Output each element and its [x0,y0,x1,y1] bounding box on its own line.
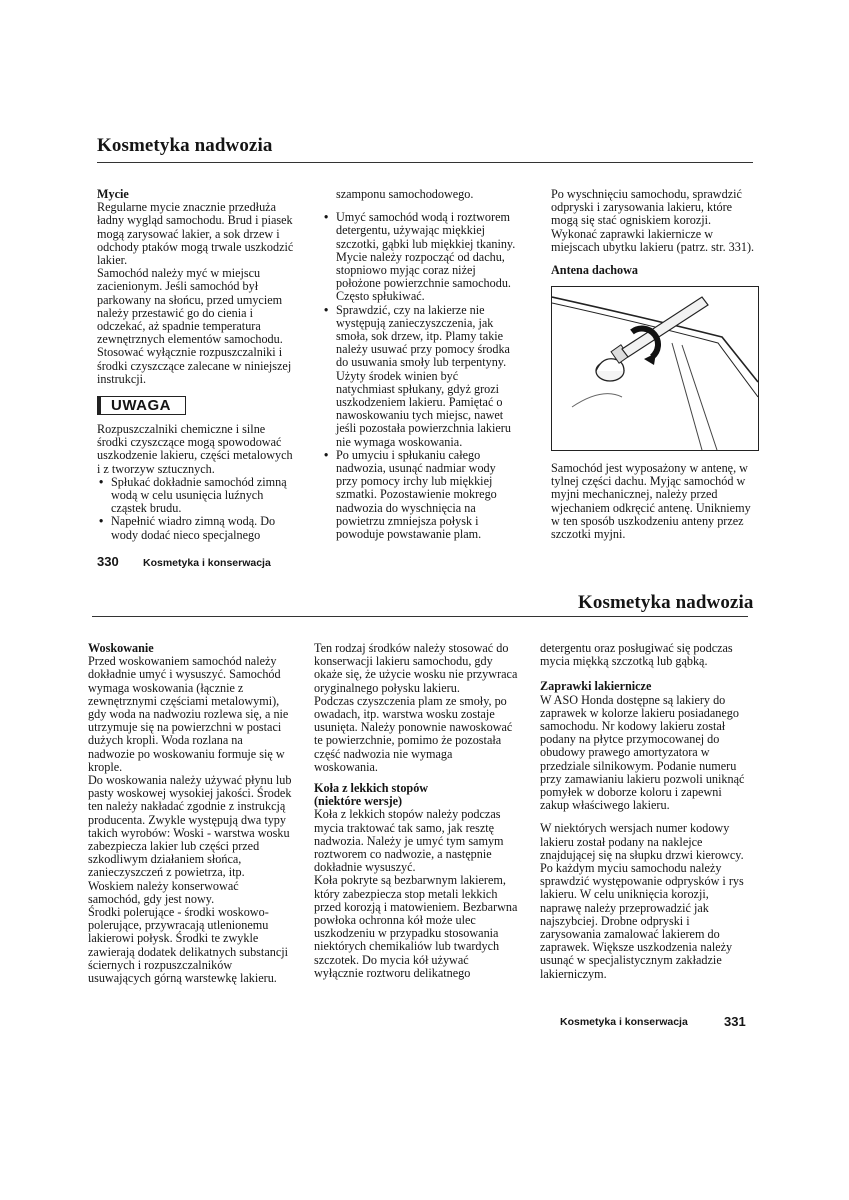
bullet-list [97,476,295,542]
bottom-column-3 [540,642,752,981]
title-rule-top [97,162,753,163]
list-item: • Umyć samochód wodą i roztworem detergentu, używając miękkiej szczotki, gąbki lub miękkiej tkaniny. Mycie należy rozpocząć od dachu, stopniowo myjąc coraz niżej położone powierzchnie samochodu. Często spłukiwać. [322,211,518,303]
section-heading-zaprawki: Zaprawki lakiernicze [540,679,652,694]
title-rule-bottom [92,616,748,617]
bottom-column-1 [88,642,292,985]
paragraph: detergentu oraz posługiwać się podczas mycia miękką szczotką lub gąbką. [540,641,733,669]
paragraph: Środki polerujące - środki woskowo-polerujące, przywracają utlenionemu lakierowi połysk. Środki te zwykle zawierają dodatek delikatnych substancji ściernych i rozpuszczalników usuwających górną warstewkę lakieru. [88,905,288,986]
bottom-column-2 [314,642,518,980]
section-heading-kola: Koła z lekkich stopów [314,781,429,796]
paragraph: W niektórych wersjach numer kodowy lakieru został podany na naklejce znajdującej się na słupku drzwi kierowcy. [540,821,744,862]
bullet-list [322,211,518,541]
list-item: • Spłukać dokładnie samochód zimną wodą w celu usunięcia luźnych cząstek brudu. [97,476,295,516]
list-item: • Po umyciu i spłukaniu całego nadwozia, usunąć nadmiar wody przy pomocy irchy lub miękkiej szmatki. Pozostawienie mokrego nadwozia do wyschnięcia na powietrzu zmniejsza połysk i powoduje powstawanie plam. [322,449,518,541]
page-title-top: Kosmetyka nadwozia [97,135,273,156]
paragraph: Po wyschnięciu samochodu, sprawdzić odpryski i zarysowania lakieru, które mogą się stać ogniskiem korozji. Wykonać zaprawki lakiernicze w miejscach ubytku lakieru (patrz. str. 331). [551,187,755,254]
paragraph: Podczas czyszczenia plam ze smoły, po owadach, itp. warstwa wosku zostaje usunięta. Należy ponownie nawoskować te powierzchnie, pomimo że pozostała część nadwozia nie wymaga woskowania. [314,693,513,774]
top-column-3-lower [551,462,761,541]
paragraph: Koła z lekkich stopów należy podczas mycia traktować tak samo, jak resztę nadwozia. Należy je umyć tym samym roztworem co nadwozie, a następnie dokładnie wysuszyć. [314,807,504,875]
page-number-330: 330 [97,554,119,569]
warning-label: UWAGA [97,396,186,415]
paragraph: Przed woskowaniem samochód należy dokładnie umyć i wysuszyć. Samochód wymaga woskowania (łącznie z zewnętrznymi częściami metalowymi), gdy woda na nadwoziu rozlewa się, a nie utrzymuje się na powierzchni w postaci dużych kropli. Woda rozlana na nadwozie po woskowaniu formuje się w krople. [88,654,289,774]
paragraph: W ASO Honda dostępne są lakiery do zaprawek w kolorze lakieru posiadanego samochodu. Nr kodowy lakieru został podany na płytce przymocowanej do obudowy prawego amortyzatora w przedziale silnikowym. Podanie numeru przy zamawianiu lakieru pozwoli uniknąć pomyłek w doborze koloru i zapewni zakup właściwego lakieru. [540,692,745,813]
paragraph: Rozpuszczalniki chemiczne i silne środki czyszczące mogą spowodować uszkodzenie lakieru, części metalowych i z tworzyw sztucznych. [97,422,293,476]
section-heading-antena: Antena dachowa [551,263,639,278]
paragraph: Koła pokryte są bezbarwnym lakierem, który zabezpiecza stop metali lekkich przed korozją i matowieniem. Bezbarwna powłoka ochronna kół może ulec uszkodzeniu w przypadku stosowania niektórych chemikaliów lub twardych szczotek. Do mycia kół używać wyłącznie roztworu delikatnego [314,873,518,980]
paragraph: Regularne mycie znacznie przedłuża ładny wygląd samochodu. Brud i piasek mogą zarysować lakier, a sok drzew i odchody ptaków mogą trwale uszkodzić lakier. [97,200,294,268]
section-heading-woskowanie: Woskowanie [88,641,154,655]
list-item: • Napełnić wiadro zimną wodą. Do wody dodać nieco specjalnego [97,515,295,541]
paragraph: szamponu samochodowego. [336,187,474,201]
paragraph: Samochód należy myć w miejscu zacienionym. Jeśli samochód był parkowany na słońcu, przed umyciem należy przestawić go do cienia i odczekać, aż spadnie temperatura zewnętrznych elementów samochodu. [97,266,283,347]
section-subheading-kola: (niektóre wersje) [314,794,403,809]
page-number-331: 331 [724,1014,746,1029]
paragraph: Po każdym myciu samochodu należy sprawdzić występowanie odprysków i rys lakieru. W celu uniknięcia korozji, naprawę należy przeprowadzić jak najszybciej. Drobne odpryski i zarysowania zamalować lakierem do zaprawek. Większe uszkodzenia należy usunąć w specjalistycznym zakładzie lakierniczym. [540,861,744,981]
roof-antenna-drawing [552,287,758,450]
paragraph: Samochód jest wyposażony w antenę, w tylnej części dachu. Myjąc samochód w myjni mechanicznej, należy przed wjechaniem odkręcić antenę. Unikniemy w ten sposób uszkodzeniu anteny przez szczotki myjni. [551,461,751,542]
page-title-bottom: Kosmetyka nadwozia [578,592,754,613]
list-item: • Sprawdzić, czy na lakierze nie występują zanieczyszczenia, jak smoła, sok drzew, itp. Plamy takie należy usuwać przy pomocy środka do usuwania smoły lub terpentyny. Użyty środek winien być natychmiast spłukany, gdyż grozi uszkodzeniem lakieru. Pamiętać o nawoskowaniu tych miejsc, nawet jeśli pozostała powierzchnia lakieru nie wymaga woskowania. [322,304,518,449]
top-column-2 [322,188,518,541]
top-column-3 [551,188,756,277]
paragraph: Ten rodzaj środków należy stosować do konserwacji lakieru samochodu, gdy okaże się, że użycie wosku nie przywraca oryginalnego połysku lakieru. [314,641,518,695]
paragraph: Stosować wyłącznie rozpuszczalniki i środki czyszczące zalecane w niniejszej instrukcji. [97,345,292,386]
top-column-1 [97,188,295,542]
footer-label-top: Kosmetyka i konserwacja [143,557,271,569]
section-heading-mycie: Mycie [97,187,129,201]
paragraph: Do woskowania należy używać płynu lub pasty woskowej wysokiej jakości. Środek ten należy nakładać zgodnie z instrukcją producenta. Zwykle występują dwa typy takich wyrobów: Woski - warstwa wosku zabezpiecza lakier lub części przed szkodliwym działaniem słońca, zanieczyszczeń z powietrza, itp. Woskiem należy konserwować samochód, gdy jest nowy. [88,773,292,906]
footer-label-bottom: Kosmetyka i konserwacja [560,1016,688,1028]
antenna-illustration [551,286,759,451]
